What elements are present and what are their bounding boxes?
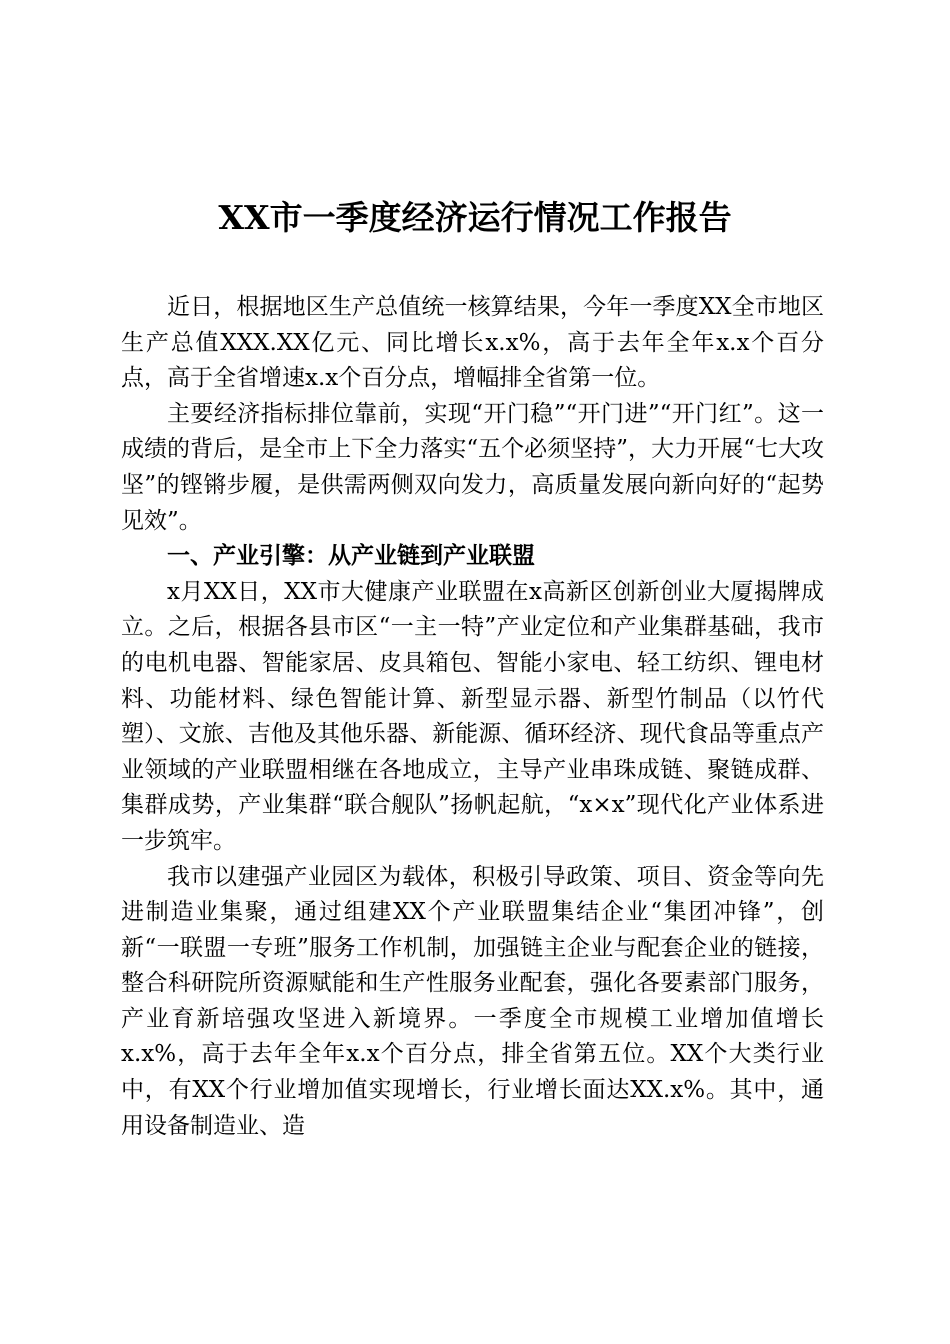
- document-title: XX市一季度经济运行情况工作报告: [218, 198, 732, 237]
- section-heading-industry-engine: 一、产业引擎：从产业链到产业联盟: [167, 543, 535, 570]
- paragraph-summary: 主要经济指标排位靠前，实现“开门稳”“开门进”“开门红”。这一成绩的背后，是全市上下全力落实“五个必须坚持”，大力开展“七大攻坚”的铿锵步履，是供需两侧双向发力，高质量发展向新向好的“起势见效”。: [121, 400, 824, 534]
- paragraph-industry-alliance: x月XX日，XX市大健康产业联盟在x高新区创新创业大厦揭牌成立。之后，根据各县市区“一主一特”产业定位和产业集群基础，我市的电机电器、智能家居、皮具箱包、智能小家电、轻工纺织、锂电材料、功能材料、绿色智能计算、新型显示器、新型竹制品（以竹代塑）、文旅、吉他及其他乐器、新能源、循环经济、现代食品等重点产业领域的产业联盟相继在各地成立，主导产业串珠成链、聚链成群、集群成势，产业集群“联合舰队”扬帆起航，“x×x”现代化产业体系进一步筑牢。: [121, 578, 824, 854]
- document-body: [121, 290, 824, 1144]
- paragraph-intro: 近日，根据地区生产总值统一核算结果，今年一季度XX全市地区生产总值XXX.XX亿元、同比增长x.x%，高于去年全年x.x个百分点，高于全省增速x.x个百分点，增幅排全省第一位。: [121, 294, 824, 392]
- paragraph-industrial-parks: 我市以建强产业园区为载体，积极引导政策、项目、资金等向先进制造业集聚，通过组建XX个产业联盟集结企业“集团冲锋”，创新“一联盟一专班”服务工作机制，加强链主企业与配套企业的链接，整合科研院所资源赋能和生产性服务业配套，强化各要素部门服务，产业育新培强攻坚进入新境界。一季度全市规模工业增加值增长x.x%，高于去年全年x.x个百分点，排全省第五位。XX个大类行业中，有XX个行业增加值实现增长，行业增长面达XX.x%。其中，通用设备制造业、造: [121, 863, 824, 1139]
